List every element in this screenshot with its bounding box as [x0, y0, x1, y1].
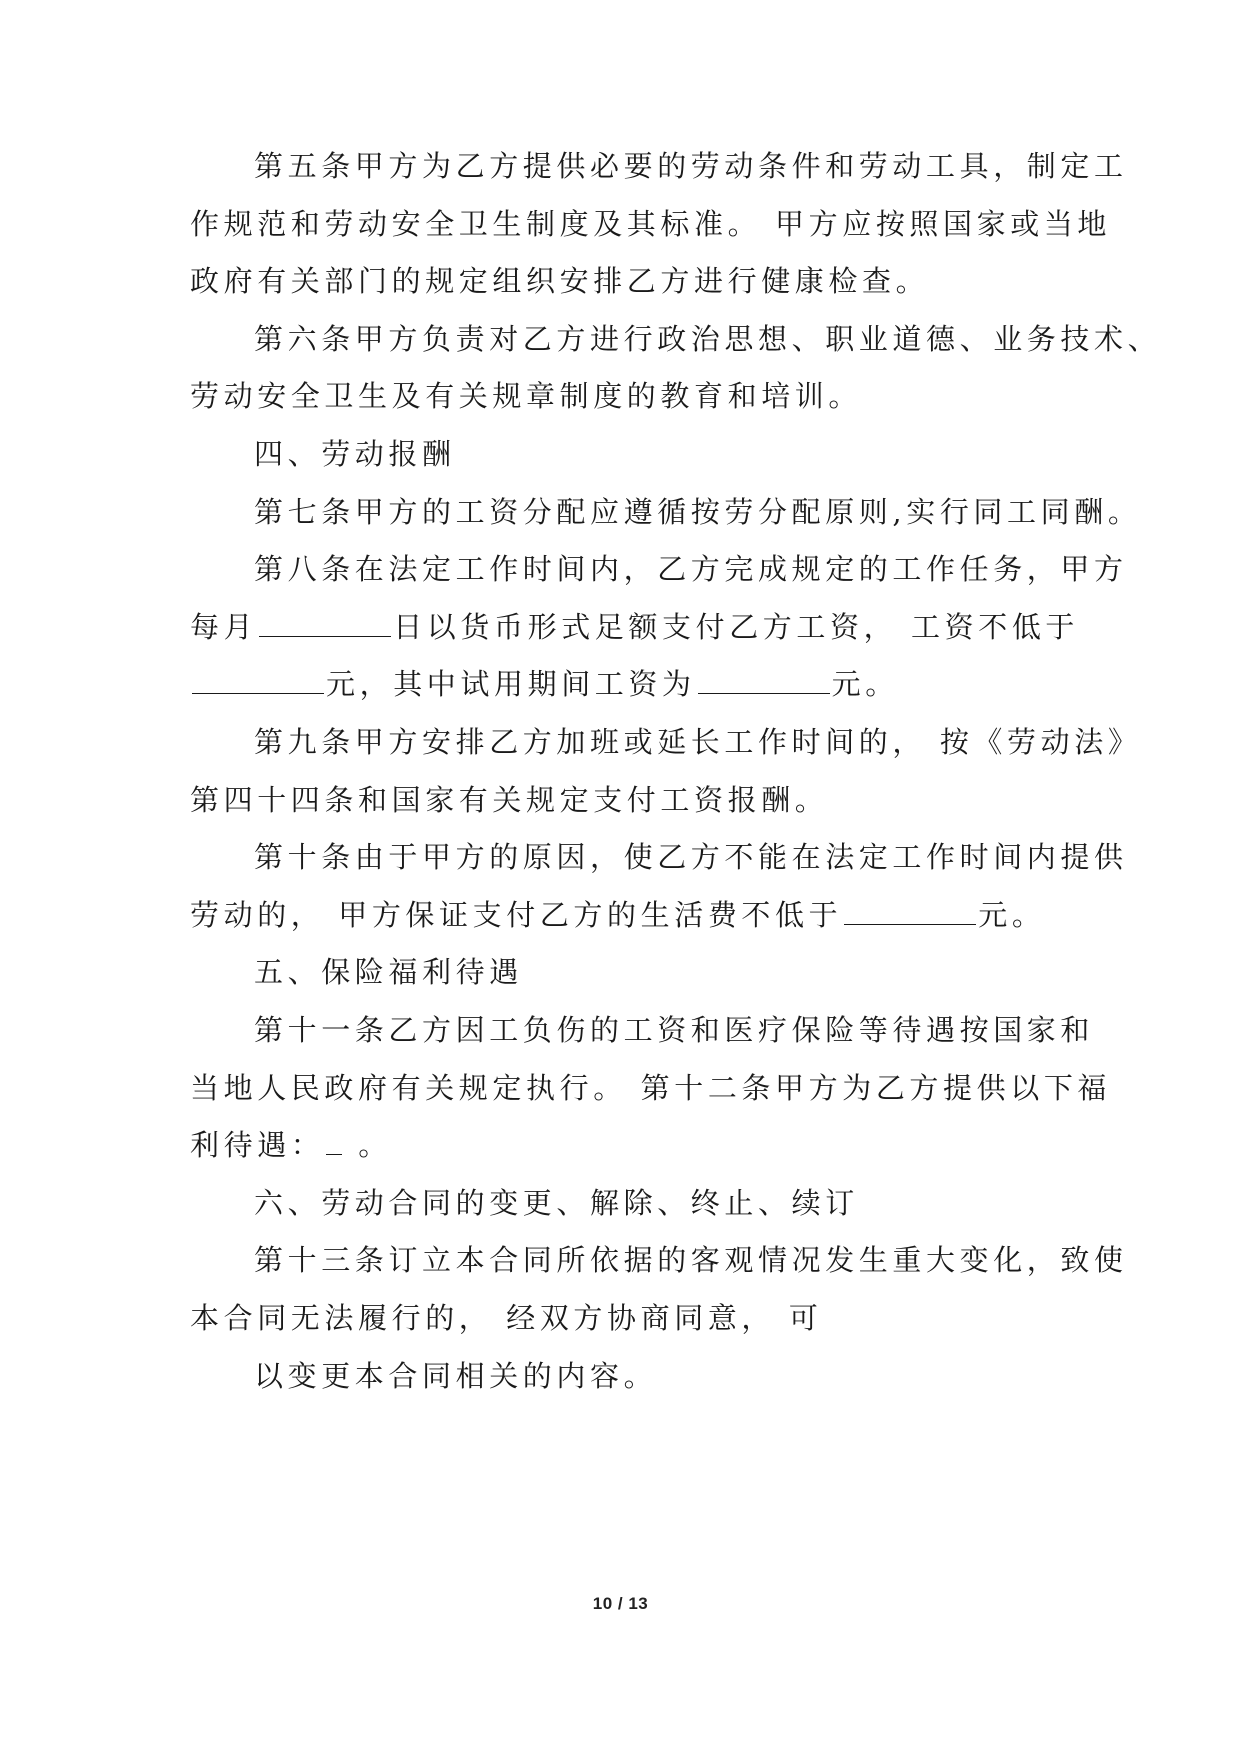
text-line — [190, 607, 1079, 647]
text-segment: 四、劳动报酬 — [254, 437, 456, 471]
text-segment: 第七条甲方的工资分配应遵循按劳分配原则,实行同工同酬。 — [254, 494, 1142, 529]
text-line — [190, 261, 929, 301]
text-segment: 利待遇： — [190, 1128, 325, 1163]
fill-in-blank — [698, 665, 830, 694]
text-segment: 第九条甲方安排乙方加班或延长工作时间的， 按《劳动法》 — [254, 725, 1142, 759]
text-line — [254, 1183, 859, 1223]
text-segment: 第十条由于甲方的原因，使乙方不能在法定工作时间内提供 — [254, 840, 1128, 875]
text-segment: 六、劳动合同的变更、解除、终止、续订 — [254, 1185, 859, 1220]
text-segment: 本合同无法履行的， 经双方协商同意， 可 — [190, 1301, 823, 1335]
text-line — [254, 952, 523, 992]
text-line — [254, 722, 1141, 762]
page-number: 10 / 13 — [592, 1594, 649, 1613]
text-segment: 劳动的， 甲方保证支付乙方的生活费不低于 — [190, 897, 843, 932]
text-segment: 作规范和劳动安全卫生制度及其标准。 甲方应按照国家或当地 — [190, 206, 1112, 241]
text-line — [190, 664, 899, 704]
text-segment: 政府有关部门的规定组织安排乙方进行健康检查。 — [190, 264, 930, 299]
text-segment: 第四十四条和国家有关规定支付工资报酬。 — [190, 782, 829, 817]
text-line — [190, 895, 1045, 935]
fill-in-blank — [259, 608, 391, 637]
text-segment: 。 — [344, 1128, 392, 1163]
text-line — [190, 1068, 1111, 1108]
text-segment: 第五条甲方为乙方提供必要的劳动条件和劳动工具，制定工 — [254, 149, 1128, 183]
text-line — [190, 204, 1111, 244]
text-line — [254, 837, 1128, 877]
text-segment: 五、保险福利待遇 — [254, 955, 523, 990]
text-line — [254, 549, 1128, 589]
text-line — [190, 376, 862, 416]
text-segment: 以变更本合同相关的内容。 — [254, 1358, 658, 1393]
text-segment: 第八条在法定工作时间内，乙方完成规定的工作任务，甲方 — [254, 552, 1128, 587]
text-line — [190, 1125, 392, 1165]
text-line — [254, 146, 1128, 186]
fill-in-blank — [326, 1126, 342, 1155]
text-line — [190, 780, 828, 820]
text-segment: 当地人民政府有关规定执行。 第十二条甲方为乙方提供以下福 — [190, 1070, 1112, 1105]
fill-in-blank — [844, 896, 976, 925]
text-line — [254, 319, 1161, 359]
text-line — [254, 1356, 657, 1396]
text-segment: 劳动安全卫生及有关规章制度的教育和培训。 — [190, 379, 863, 414]
text-line — [254, 1240, 1128, 1280]
fill-in-blank — [192, 665, 324, 694]
text-segment: 元。 — [978, 897, 1046, 932]
text-segment: 日以货币形式足额支付乙方工资， 工资不低于 — [393, 609, 1080, 644]
text-segment: 第十一条乙方因工负伤的工资和医疗保险等待遇按国家和 — [254, 1013, 1095, 1047]
text-line — [254, 434, 456, 474]
text-segment: 第六条甲方负责对乙方进行政治思想、职业道德、业务技术、 — [254, 321, 1162, 356]
text-segment: 每月 — [190, 609, 258, 644]
text-segment: 元。 — [831, 667, 899, 702]
text-segment: 第十三条订立本合同所依据的客观情况发生重大变化，致使 — [254, 1243, 1128, 1278]
text-line — [254, 1010, 1094, 1050]
text-segment: 元，其中试用期间工资为 — [326, 667, 696, 702]
text-line — [254, 492, 1141, 532]
text-line — [190, 1298, 822, 1338]
